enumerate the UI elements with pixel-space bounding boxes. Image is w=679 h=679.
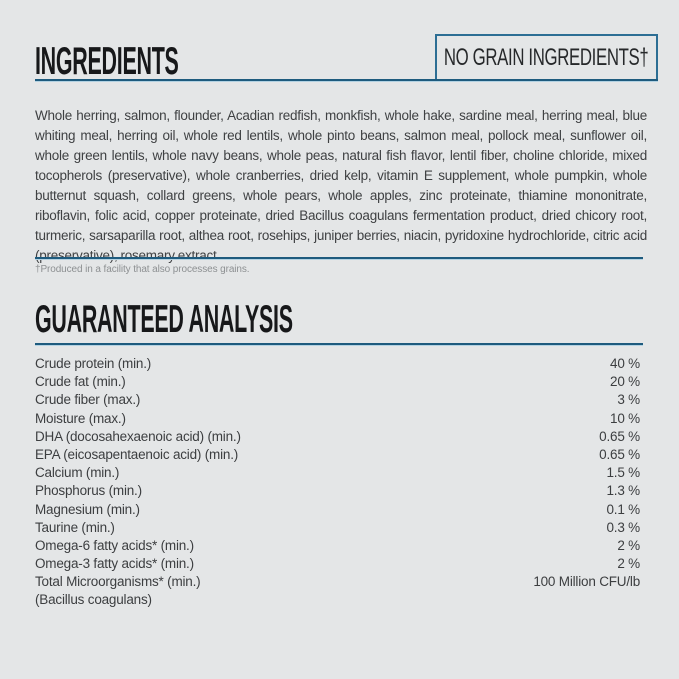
row-label: Total Microorganisms* (min.): [35, 574, 201, 590]
row-label: Crude fat (min.): [35, 374, 126, 390]
row-value: 40 %: [610, 356, 640, 371]
table-row: [35, 574, 640, 592]
row-label: Magnesium (min.): [35, 501, 140, 517]
row-value: 0.65 %: [599, 428, 640, 444]
row-value: 1.5 %: [606, 465, 640, 481]
row-label: Crude fiber (max.): [35, 392, 141, 408]
grain-facility-footnote: †Produced in a facility that also processes grains.: [35, 264, 250, 275]
footnote-divider-rule: [35, 257, 643, 260]
row-value: 0.65 %: [599, 446, 640, 462]
row-label: Moisture (max.): [35, 410, 126, 426]
row-value: 10 %: [610, 410, 640, 426]
no-grain-badge: [435, 34, 658, 81]
table-row: [35, 520, 640, 538]
guaranteed-analysis-table: [35, 356, 640, 611]
row-label: Omega-6 fatty acids* (min.): [35, 537, 194, 553]
row-label: EPA (eicosapentaenoic acid) (min.): [35, 446, 239, 462]
row-value: 3 %: [617, 392, 640, 408]
row-value: 2 %: [617, 556, 640, 572]
analysis-divider-rule: [35, 343, 643, 346]
row-value: 20 %: [610, 374, 640, 390]
row-value: 0.1 %: [606, 501, 640, 517]
ingredients-section-title-text: INGREDIENTS: [35, 40, 179, 83]
row-value: 0.3 %: [606, 519, 640, 535]
table-row: [35, 411, 640, 429]
row-label: Crude protein (min.): [35, 356, 152, 371]
row-value: 100 Million CFU/lb: [533, 574, 640, 590]
table-row: [35, 374, 640, 392]
row-label: Taurine (min.): [35, 519, 115, 535]
row-value: 2 %: [617, 537, 640, 553]
guaranteed-analysis-section-title: [35, 300, 504, 339]
ingredients-list-text: Whole herring, salmon, flounder, Acadian redfish, monkfish, whole hake, sardine meal, herring meal, blue whiting meal, herring oil, whole red lentils, whole pinto beans, salmon meal, pollock meal, sunflower oil, whole green lentils, whole navy beans, whole peas, natural fish flavor, lentil fiber, choline chloride, mixed tocopherols (preservative), whole cranberries, dried kelp, vitamin E supplement, whole pumpkin, whole butternut squash, collard greens, whole pears, whole apples, zinc proteinate, thiamine mononitrate, riboflavin, folic acid, copper proteinate, dried Bacillus coagulans fermentation product, dried chicory root, turmeric, sarsaparilla root, althea root, rosehips, juniper berries, niacin, pyridoxine hydrochloride, citric acid (preservative), rosemary extract.: [35, 107, 647, 263]
row-label: Calcium (min.): [35, 465, 120, 481]
row-label: Phosphorus (min.): [35, 483, 142, 499]
row-value: 1.3 %: [606, 483, 640, 499]
table-row: [35, 483, 640, 501]
ingredients-divider-rule: [35, 79, 658, 82]
table-row: [35, 356, 640, 374]
table-row: [35, 538, 640, 556]
table-row: [35, 556, 640, 574]
table-row: [35, 429, 640, 447]
table-row: [35, 392, 640, 410]
row-label: DHA (docosahexaenoic acid) (min.): [35, 428, 241, 444]
row-label: (Bacillus coagulans): [35, 592, 152, 608]
row-label: Omega-3 fatty acids* (min.): [35, 556, 194, 572]
table-row: [35, 465, 640, 483]
table-row: [35, 447, 640, 465]
ingredients-section-title: [35, 42, 296, 81]
table-row: [35, 592, 640, 610]
no-grain-badge-label: NO GRAIN INGREDIENTS†: [444, 43, 649, 71]
table-row: [35, 502, 640, 520]
guaranteed-analysis-title-text: GUARANTEED ANALYSIS: [35, 298, 293, 341]
